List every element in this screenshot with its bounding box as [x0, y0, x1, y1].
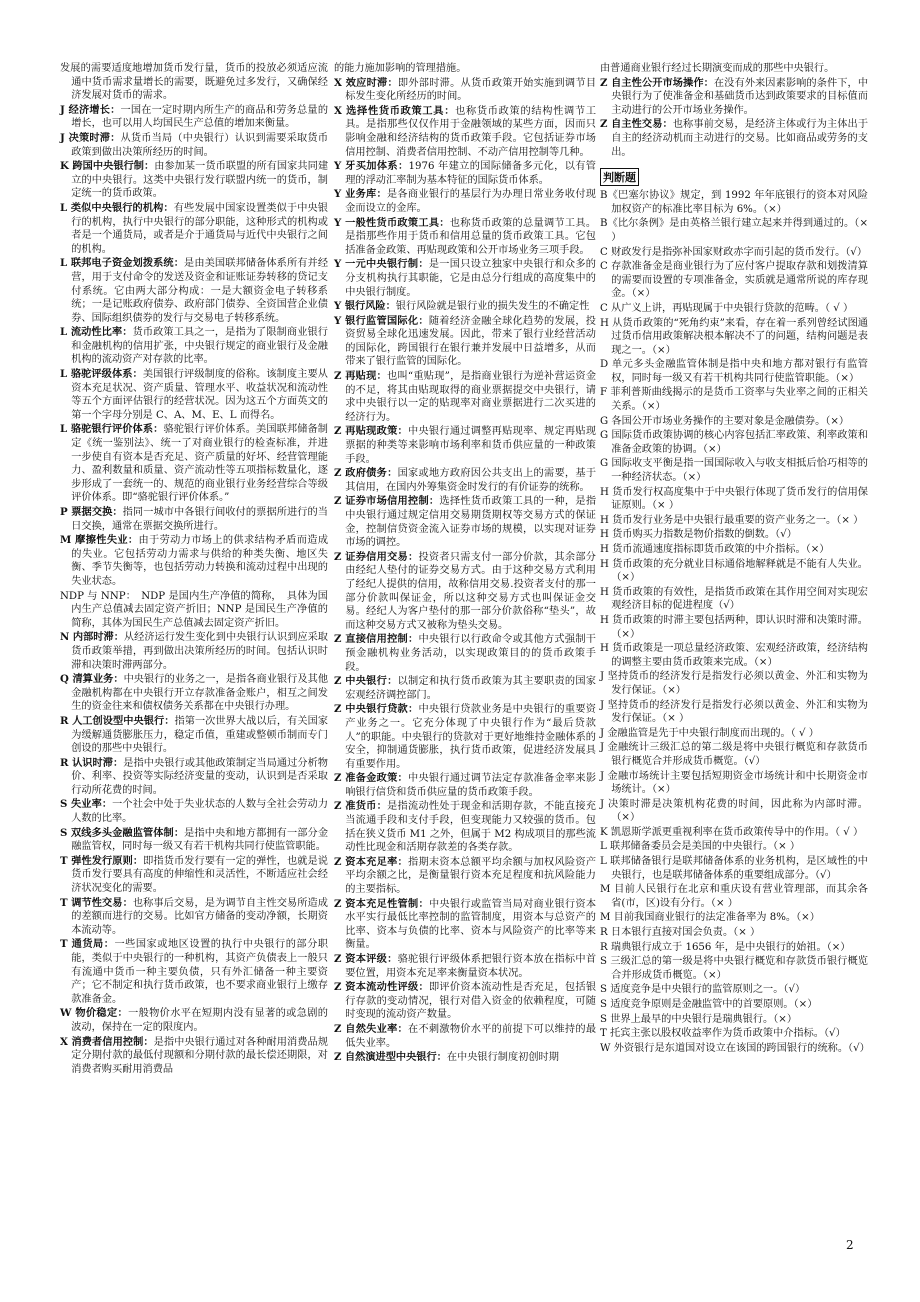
glossary-entry: [334, 675, 596, 702]
entry-term: L 联邦电子资金划拨系统：: [60, 257, 185, 270]
judge-item: J 决策时滞是决策机构花费的时间，因此称为内部时滞。（×）: [600, 798, 868, 824]
glossary-entry: [334, 898, 596, 952]
entry-term: J 决策时滞：: [60, 131, 121, 144]
judge-item: H 货币购买力指数是物价指数的倒数。（√）: [600, 529, 797, 541]
entry-text: 由于劳动力市场上的供求结构矛盾而造成的失业。它包括劳动力需求与供给的种类失衡、地区失衡、季节失衡等，也包括劳动力转换和流动过程中出现的失业状态。: [71, 535, 329, 587]
entry-text: 指第一次世界大战以后，有关国家为缓解通货膨胀压力，稳定币值，重建或整顿币制而专门创设的那些中央银行。: [71, 715, 329, 755]
entry-text: 美国银行评级制度的俗称。该制度主要从资本充足状况、资产质量、管理水平、收益状况和流动性等五个方面评估银行的经营状况。因为这五个方面英文的第一个字母分别是 C、A、M、E、L 而得名。: [71, 369, 328, 421]
glossary-entry: [60, 1007, 328, 1034]
judge-item: J 金融监管是先于中央银行制度而出现的。（ √ ）: [600, 727, 819, 739]
glossary-entry: [334, 800, 596, 854]
glossary-entry: [60, 798, 328, 825]
glossary-entry: [60, 590, 328, 631]
entry-term: Y 银行监管国际化：: [334, 314, 429, 327]
entry-text: 骆驼银行评价体系。美国联邦储备制定《统一鉴别法》、统一了对商业银行的检查标准，并进一步使自有资本是否充足、资产质量的好坏、经营管理能力、盈利数量和质量、资产流动性等五项指标数量化，逐步形成了一套统一的、规范的商业银行业务经营综合等级评价体系。即“骆驼银行评价体系。”: [71, 424, 328, 504]
glossary-entry: [60, 757, 328, 798]
entry-term: Z 自然失业率：: [334, 1022, 409, 1035]
entry-text: 银行风险就是银行业的损失发生的不确定性: [395, 301, 590, 313]
entry-term: Z 自然演进型中央银行：: [334, 1051, 447, 1064]
judge-item: J 金融统计三级汇总的第二级是将中央银行概览和存款货币银行概览合并形成货币概览。（√）: [600, 742, 868, 767]
glossary-entry: [334, 105, 596, 159]
entry-text: 也称事后交易，是为调节自主性交易所造成的差额而进行的交易。比如官方储备的变动净额，长期资本流动等。: [71, 897, 328, 936]
entry-term: Z 政府债务：: [334, 467, 398, 480]
judge-item: G 国际收支平衡是指一国国际收入与收支相抵后恰巧相等的一种经济状态。（×）: [600, 458, 868, 484]
glossary-entry: [334, 772, 596, 799]
entry-term: Z 准备金政策：: [334, 772, 409, 785]
entry-text: 中央银行贷款业务是中央银行的重要资产业务之一。它充分体现了中央银行作为“最后贷款人”的职能。中央银行的贷款对于更好地维持金融体系的安全，抑制通货膨胀，执行货币政策，促进经济发展具有重要作用。: [345, 704, 596, 770]
glossary-entry: [60, 104, 328, 131]
judge-item: K 凯恩斯学派更重视利率在货币政策传导中的作用。（ √ ）: [600, 826, 864, 838]
entry-text: 一些国家或地区设置的执行中央银行的部分职能，类似于中央银行的一种机构，其资产负债表上一般只有流通中货币一种主要负债，只有外汇储备一种主要资产；它不制定和执行货币政策，也不要求商业银行上缴存款准备金。: [71, 939, 328, 1005]
entry-text: 即指货币发行要有一定的弹性，也就是说货币发行要具有高度的伸缩性和灵活性，不断适应社会经济状况变化的需要。: [71, 855, 328, 895]
entry-term: Z 再贴现政策：: [334, 425, 409, 438]
entry-term: Z 证券信用交易：: [334, 550, 419, 563]
entry-text: 中央银行的业务之一，是指各商业银行及其他金融机构都在中央银行开立存款准备金账户，相互之间发生的资金往来和债权债务关系都在中央银行办理。: [71, 674, 329, 713]
entry-term: J 经济增长：: [60, 103, 121, 116]
entry-term: M 摩擦性失业：: [60, 534, 139, 547]
judge-item: G 各国公开市场业务操作的主要对象是金融债券。（×）: [600, 415, 850, 427]
glossary-entry: [60, 938, 328, 1006]
glossary-entry: [334, 633, 596, 674]
glossary-entry: [600, 62, 868, 76]
glossary-entry: [60, 62, 328, 103]
glossary-entry: [60, 506, 328, 533]
definition-list: [600, 62, 868, 159]
judge-item: J 金融市场统计主要包括短期资金市场统计和中长期资金市场统计。（×）: [600, 770, 868, 796]
entry-text: 是由美国联邦储备体系所有并经营，用于支付命令的发送及资金和证账证券转移的贷记支付系统。它由两大部分构成：一是大额资金电子转移系统；一是记账政府债券、政府部门债券、全资国营企业债券、国际组织债券的发行与交易电子转移系统。: [71, 258, 329, 324]
judge-item: H 货币发行业务是中央银行最重要的资产业务之一。（× ）: [600, 514, 864, 526]
glossary-entry: [60, 1036, 328, 1077]
glossary-entry: [334, 703, 596, 771]
judge-item: C 从广义上讲，再贴现属于中央银行贷款的范畴。（ √ ）: [600, 302, 854, 314]
entry-term: R 人工创设型中央银行：: [60, 714, 175, 727]
judge-item: F 菲利普斯曲线揭示的是货币工资率与失业率之间的正相关关系。（×）: [600, 387, 868, 413]
entry-term: Z 中央银行：: [334, 675, 398, 688]
glossary-entry: [334, 258, 596, 299]
glossary-entry: [60, 715, 328, 756]
judge-item: C 财政发行是指弥补国家财政赤字而引起的货币发行。（√）: [600, 246, 868, 258]
judge-item: B《巴塞尔协议》规定，到 1992 年年底银行的资本对风险加权资产的标准比率目标为 6%。（×）: [600, 190, 868, 215]
glossary-entry: [60, 673, 328, 714]
entry-term: R 认识时滞：: [60, 756, 124, 769]
entry-text: 有些发展中国家设置类似于中央银行的机构，执行中央银行的部分职能，这种形式的机构或者是一个通货局，或者是介于通货局与近代中央银行之间的机构。: [71, 202, 328, 255]
glossary-entry: [334, 1051, 596, 1065]
glossary-entry: [60, 368, 328, 422]
glossary-entry: [334, 217, 596, 258]
glossary-entry: [334, 1023, 596, 1050]
glossary-entry: [600, 118, 868, 159]
column-right: [600, 62, 868, 1056]
glossary-entry: [60, 202, 328, 256]
entry-term: Z 中央银行贷款：: [334, 703, 419, 716]
entry-text: 从货币当局（中央银行）认识到需要采取货币政策到做出决策所经历的时间。: [71, 132, 329, 158]
entry-text: 也称货币政策的总量调节工具。是指那些作用于货币和信用总量的货币政策工具。它包括准备金政策、再贴现政策和公开市场业务三项手段。: [345, 217, 597, 256]
entry-term: Z 资本流动性评级：: [334, 981, 429, 994]
entry-term: S 双线多头金融监管体制：: [60, 826, 185, 839]
entry-text: 是指中央和地方都拥有一部分金融监管权，同时每一级又有若干机构共同行使监管职能。: [71, 827, 328, 853]
judge-item: L 联邦储备银行是联邦储备体系的业务机构，是区域性的中央银行，也是联邦储备体系的重要组成部分。（√）: [600, 856, 868, 881]
glossary-entry: [334, 300, 596, 314]
entry-term: S 失业率：: [60, 798, 113, 811]
column-left: [60, 62, 328, 1077]
entry-text: 投资者只需支付一部分价款，其余部分由经纪人垫付的证券交易方式。由于这种交易方式利用了经纪人提供的信用，故称信用交易.投资者支付的那一部分价款叫保证金，所以这种交易方式也叫保证金交易。经纪人为客户垫付的那一部分价款俗称“垫头”，故而这种交易方式又被称为垫头交易。: [345, 551, 596, 631]
entry-text: 1976 年建立的国际储备多元化，以有管理的浮动汇率制为基本特征的国际货币体系。: [345, 161, 596, 186]
judge-item: R 日本银行直接对国会负责。（× ）: [600, 927, 761, 939]
judge-item: S 适度竞争是中央银行的监管原则之一。（√）: [600, 984, 806, 996]
judge-item: M 目前人民银行在北京和重庆设有营业管理部，而其余各省(市，区)设有分行。（× ）: [600, 884, 868, 909]
entry-term: Z 资本评级：: [334, 953, 398, 965]
entry-text: 以制定和执行货币政策为其主要职责的国家宏观经济调控部门。: [345, 676, 597, 701]
entry-text: 国家或地方政府因公共支出上的需要，基于其信用，在国内外筹集资金时发行的有价证券的统称。: [345, 468, 597, 493]
entry-text: 中央银行通过调节法定存款准备金率来影响银行信贷和货币供应量的货币政策手段。: [345, 773, 597, 798]
entry-text: 由普通商业银行经过长期演变而成的那些中央银行。: [600, 63, 835, 74]
entry-text: 即评价资本流动性是否充足，包括银行存款的变动情况，银行对借入资金的依赖程度，可随时变现的流动资产数量。: [345, 982, 597, 1021]
judge-item: H 货币政策的时滞主要包括两种，即认识时滞和决策时滞。（×）: [600, 614, 868, 640]
entry-text: 一个社会中处于失业状态的人数与全社会劳动力人数的比率。: [71, 799, 329, 825]
entry-text: 指期末资本总额平均余额与加权风险资产平均余额之比，是衡量银行资本充足程度和抗风险能力的主要指标。: [345, 856, 597, 896]
entry-term: T 调节性交易：: [60, 896, 133, 909]
judge-item: S 世界上最早的中央银行是瑞典银行。（×）: [600, 1013, 798, 1025]
entry-text: 是指中央银行通过对各种耐用消费品规定分期付款的最低付现额和分期付款的最长偿还期限，对消费者购买耐用消费品: [71, 1036, 329, 1075]
glossary-entry: [334, 856, 596, 897]
entry-text: 在没有外来因素影响的条件下，中央银行为了使准备金和基础货币达到政策要求的目标值而主动进行的公开市场业务操作。: [611, 77, 869, 116]
judge-item: R 瑞典银行成立于 1656 年，是中央银行的始祖。（×）: [600, 941, 851, 953]
entry-text: 的能力施加影响的管理措施。: [334, 63, 467, 74]
column-middle: [334, 62, 596, 1066]
glossary-entry: [60, 631, 328, 672]
judge-section-title: 判断题: [600, 168, 639, 186]
entry-text: 由参加某一货币联盟的所有国家共同建立的中央银行。这类中央银行发行联盟内统一的货币，制定统一的货币政策。: [71, 161, 329, 200]
entry-text: 即外部时滞。从货币政策开始实施到调节目标发生变化所经历的时间。: [345, 77, 597, 103]
entry-text: 中央银行以行政命令或其他方式强制干预金融机构业务活动，以实现政策目的的货币政策手段。: [345, 634, 596, 673]
glossary-entry: [334, 77, 596, 104]
entry-text: 从经济运行发生变化到中央银行认识到应采取货币政策举措，再到做出决策所经历的时间。包括认识时滞和决策时滞两部分。: [71, 632, 328, 671]
entry-term: Z 资本充足性管制：: [334, 897, 429, 910]
entry-term: K 跨国中央银行制：: [60, 160, 155, 173]
judge-item: T 托宾主张以股权收益率作为货币政策中介指标。（√）: [600, 1028, 846, 1040]
entry-text: 骆驼银行评级体系把银行资本放在指标中首要位置，用资本充足率来衡量资本状况。: [345, 954, 597, 979]
entry-text: 在中央银行制度初创时期: [446, 1052, 559, 1064]
glossary-entry: [334, 467, 596, 494]
entry-text: 也称货币政策的结构性调节工具。是指那些仅仅作用于金融领域的某些方面，因而只影响金融和经济结构的货币政策手段。它包括证券市场信用控制、消费者信用控制、不动产信用控制等几种。: [345, 105, 596, 158]
entry-term: Y 一般性货币政策工具：: [334, 216, 450, 229]
glossary-entry: [60, 897, 328, 938]
judge-item: W 外资银行是东道国对设立在该国的跨国银行的统称。（√）: [600, 1042, 870, 1054]
glossary-entry: [60, 132, 328, 159]
entry-text: 一国在一定时期内所生产的商品和劳务总量的增长，也可以用人均国民生产总值的增加来衡量。: [71, 104, 329, 130]
judge-item: J 坚持货币的经济发行是指发行必须以黄金、外汇和实物为发行保证。（×）: [600, 671, 868, 696]
entry-text: 一般物价水平在短期内没有显著的或急剧的波动，保持在一定的限度内。: [71, 1008, 328, 1033]
judge-item: D 单元多头金融监管体制是指中央和地方都对银行有监管权，同时每一级又有若干机构共同行使监管职能。（×）: [600, 359, 868, 384]
entry-text: 指同一城市中各银行间收付的票据所进行的当日交换，通常在票据交换所进行。: [71, 507, 328, 532]
judge-item: H 货币流通速度指标即货币政策的中介指标。（×）: [600, 544, 830, 555]
judge-item: H 从货币政策的“死角约束”来看，存在着一系列曾经试图通过货币信用政策解决根本解决不了的问题，结构问题是表现之一。（×）: [600, 317, 868, 356]
entry-term: Y 一元中央银行制：: [334, 258, 429, 271]
entry-term: Z 自主性公开市场操作：: [600, 76, 714, 89]
glossary-entry: [60, 160, 328, 201]
entry-text: 货币政策工具之一，是指为了限制商业银行和金融机构的信用扩张，中央银行规定的商业银行及金融机构的流动资产对存款的比率。: [71, 327, 328, 366]
glossary-entry: [60, 534, 328, 588]
entry-text: 中央银行或监管当局对商业银行资本水平实行最低比率控制的监管制度，用资本与总资产的比率、资本与负债的比率、资本与风险资产的比率等来衡量。: [345, 898, 597, 951]
entry-term: L 流动性比率：: [60, 326, 133, 339]
judge-item: H 货币政策的有效性，是指货币政策在其作用空间对实现宏观经济目标的促进程度（√）: [600, 586, 868, 612]
entry-term: P 票据交换：: [60, 506, 123, 518]
judge-item: G 国际货币政策协调的核心内容包括汇率政策、利率政策和准备金政策的协调。（×）: [600, 430, 868, 455]
judge-item: C 存款准备金是商业银行为了应付客户提取存款和划拨清算的需要而设置的专项准备金，实质就是通常所说的库存现金。（×）: [600, 261, 868, 300]
glossary-entry: [600, 77, 868, 118]
entry-term: T 通货局：: [60, 938, 115, 951]
entry-term: X 消费者信用控制：: [60, 1035, 154, 1048]
entry-text: 随着经济金融全球化趋势的发展，投资贸易全球化迅速发展。因此，带来了银行业经营活动的国际化，跨国银行在银行兼并发展中日益增多，从而带来了银行监管的国际化。: [345, 315, 596, 368]
judge-item: B《比尔条例》是由英格兰银行建立起来并得到通过的。（× ）: [600, 218, 868, 243]
page-number: 2: [846, 1238, 854, 1252]
entry-term: L 类似中央银行的机构：: [60, 201, 174, 214]
entry-term: Y 银行风险：: [334, 300, 396, 313]
glossary-entry: [334, 370, 596, 424]
judge-item: H 货币发行权高度集中于中央银行体现了货币发行的信用保证原则。（× ）: [600, 486, 868, 512]
judge-item: L 联邦储备委员会是美国的中央银行。（× ）: [600, 841, 801, 853]
judge-item: H 货币政策的充分就业目标通俗地解释就是不能有人失业。（×）: [600, 558, 868, 584]
glossary-entry: [334, 188, 596, 215]
entry-term: Z 资本充足率：: [334, 855, 409, 868]
entry-text: 是各商业银行的基层行为办理日常业务收付现金而设立的金库。: [345, 189, 596, 214]
entry-term: Z 直接信用控制：: [334, 633, 419, 646]
glossary-entry: [334, 551, 596, 633]
entry-text: 是指流动性处于现金和活期存款，不能直接充当流通手段和支付手段，但变现能力又较强的货币。包括在狭义货币 M1 之外，但属于 M2 构成项目的那些流动性比现金和活期存款差的各类存款。: [345, 801, 596, 854]
judge-item: S 三级汇总的第一级是将中央银行概览和存款货币银行概览合并形成货币概览。（×）: [600, 956, 868, 981]
entry-term: L 骆驼银行评价体系：: [60, 423, 164, 436]
entry-term: Y 业务库：: [334, 188, 387, 201]
entry-text: 发展的需要适度地增加货币发行量，货币的投放必须适应流通中货币需求量增长的需要，既避免过多发行，又确保经济发展对货币的需求。: [60, 63, 328, 102]
judge-item: M 目前我国商业银行的法定准备率为 8%。（×）: [600, 912, 820, 924]
entry-term: T 弹性发行原则：: [60, 854, 144, 867]
entry-text: 是指中央银行或其他政策制定当局通过分析物价、利率、投资等实际经济变量的变动，认识到是否采取行动所花费的时间。: [71, 757, 328, 796]
entry-term: Y 牙买加体系：: [334, 160, 409, 173]
judge-item: S 适度竞争原则是金融监管中的首要原则。（×）: [600, 999, 818, 1010]
judge-list: [600, 189, 868, 1055]
glossary-entry: [334, 62, 596, 76]
entry-text: 也称事前交易，是经济主体或行为主体出于自主的经济动机而主动进行的交易。比如商品或劳务的支出。: [611, 119, 869, 158]
entry-term: L 骆驼评级体系：: [60, 368, 143, 381]
entry-term: Z 准货币：: [334, 800, 388, 813]
glossary-entry: [60, 423, 328, 505]
glossary-entry: [60, 257, 328, 325]
glossary-entry: [60, 326, 328, 367]
glossary-entry: [334, 315, 596, 369]
entry-term: Q 清算业务：: [60, 673, 124, 686]
glossary-entry: [334, 425, 596, 466]
entry-term: Z 自主性交易：: [600, 118, 673, 131]
entry-term: X 选择性货币政策工具：: [334, 104, 456, 117]
entry-text: NDP 与 NNP： NDP 是国内生产净值的简称， 具体为国内生产总值减去固定资产折旧；NNP 是国民生产净值的简称，其体为国民生产总值减去固定资产折旧。: [60, 590, 328, 629]
judge-item: J 坚持货币的经济发行是指发行必须以黄金、外汇和实物为发行保证。（× ）: [600, 699, 868, 725]
entry-term: W 物价稳定：: [60, 1007, 129, 1020]
glossary-entry: [60, 855, 328, 896]
glossary-entry: [60, 827, 328, 854]
entry-text: 选择性货币政策工具的一种，是指中央银行通过规定信用交易期货期权等交易方式的保证金，控制信贷资金流入证券市场的规模，以实现对证券市场的调控。: [345, 496, 597, 549]
glossary-entry: [334, 981, 596, 1022]
glossary-entry: [334, 160, 596, 187]
glossary-entry: [334, 953, 596, 980]
judge-item: H 货币政策是一项总量经济政策、宏观经济政策，经济结构的调整主要由货币政策来完成。（×）: [600, 643, 868, 668]
entry-text: 也叫“重贴现”，是指商业银行为逆补营运资金的不足，将其由贴现取得的商业票据提交中央银行，请求中央银行以一定的贴现率对商业票据进行二次买进的经济行为。: [345, 371, 597, 423]
glossary-entry: [334, 495, 596, 549]
entry-text: 在不刺激物价水平的前提下可以维持的最低失业率。: [345, 1023, 597, 1049]
entry-term: X 效应时滞：: [334, 76, 398, 89]
entry-text: 中央银行通过调整再贴现率、规定再贴现票据的种类等来影响市场利率和货币供应量的一种政策手段。: [345, 426, 597, 465]
entry-term: Z 证券市场信用控制：: [334, 495, 440, 508]
entry-term: N 内部时滞：: [60, 631, 124, 644]
entry-text: 是一国只设立独家中央银行和众多的分支机构执行其职能，它是由总分行组成的高度集中的中央银行制度。: [345, 259, 596, 298]
entry-term: Z 再贴现：: [334, 370, 387, 383]
